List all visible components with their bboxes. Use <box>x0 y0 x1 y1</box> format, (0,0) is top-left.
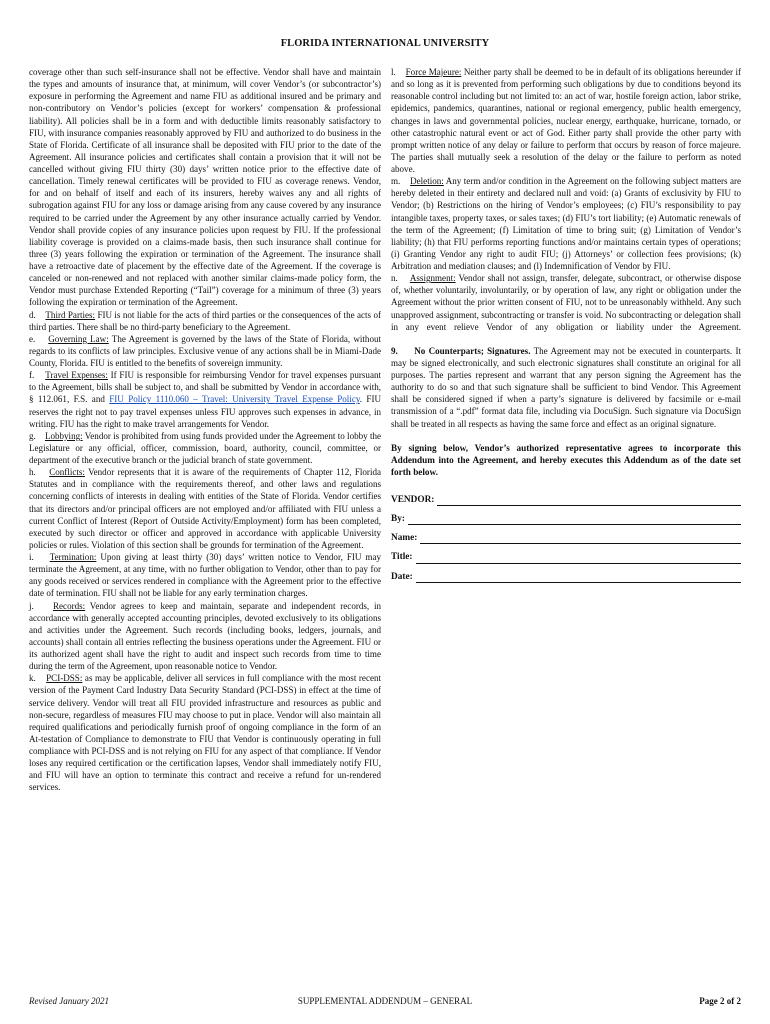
footer-revised: Revised January 2021 <box>29 996 109 1006</box>
travel-policy-link[interactable]: FIU Policy 1110.060 – Travel: University Travel Expense Policy <box>109 394 360 405</box>
signing-statement: By signing below, Vendor’s authorized representative agrees to incorporate this Addendum into the Agreement, and hereby executes this Addendum as of the date set forth below. <box>391 442 741 477</box>
section-i-termination: i. Termination: Upon giving at least thirty (30) days’ written notice to Vendor, FIU may terminate the Agreement, at any time, with no further obligation to Vendor, other than to pay for any goods received or services rendered in compliance with the Agreement prior to the effective date of termination. FIU shall not be liable for any early termination charges. <box>29 552 382 599</box>
page-title: FLORIDA INTERNATIONAL UNIVERSITY <box>280 38 490 49</box>
title-field[interactable] <box>416 554 741 564</box>
by-row <box>391 513 741 525</box>
section-e-heading: Governing Law: <box>48 333 109 344</box>
by-signature-field[interactable] <box>408 515 741 525</box>
section-l-heading: Force Majeure: <box>405 67 462 77</box>
section-9-counterparts: 9. No Counterparts; Signatures. The Agreement may not be executed in counterparts. It may be signed electronically, and such electronic signatures shall constitute an original for all purposes. The parties represent and warrant that any person signing the Agreement has the authority to do so and that such signature shall be sufficient to bind Vendor. This Agreement shall be considered signed if when a party’s signature is delivered by facsimile or e-mail transmission of a “.pdf” format data file, including via DocuSign. Such signature via DocuSign shall be treated in all respects as having the same force and effect as an original signature. <box>391 345 741 429</box>
section-f-travel-expenses: f. Travel Expenses: If FIU is responsible for reimbursing Vendor for travel expenses pursuant to the Agreement, bills shall be subject to, and shall be submitted by Vendor in accordance with, § 112.061, F.S. and FIU Policy 1110.060 – Travel: University Travel Expense Policy. FIU reserves the right not to pay travel expenses unless FIU approves such expenses in advance, in writing. FIU has the right to make travel arrangements for Vendor. <box>29 370 382 429</box>
section-j-records: j. Records: Vendor agrees to keep and maintain, separate and independent records, in accordance with generally accepted accounting principles, devoted exclusively to its obligations and activities under the Agreement. Such records (including books, ledgers, journals, and accounts) shall contain all entries reflecting the business operations under the Agreement. FIU or its authorized agent shall have the right to audit and inspect such records from time to time during the term of the Agreement, upon reasonable notice to Vendor. <box>29 600 382 672</box>
footer-document-name: SUPPLEMENTAL ADDENDUM – GENERAL <box>297 996 473 1006</box>
section-j-heading: Records: <box>53 600 86 611</box>
right-column <box>391 66 741 590</box>
section-n-heading: Assignment: <box>409 273 456 284</box>
section-d-heading: Third Parties: <box>45 309 96 320</box>
section-k-heading: PCI-DSS: <box>46 673 83 684</box>
section-m-heading: Deletion: <box>410 176 444 187</box>
section-f-heading: Travel Expenses: <box>45 370 108 381</box>
section-g-lobbying: g. Lobbying: Vendor is prohibited from using funds provided under the Agreement to lobby the Legislature or any official, officer, commission, board, authority, council, committee, or department of the executive branch or the judicial branch of state government. <box>29 430 381 465</box>
date-field[interactable] <box>416 573 741 583</box>
section-g-heading: Lobbying: <box>44 430 83 441</box>
title-label: Title: <box>391 552 413 563</box>
by-label: By: <box>391 514 405 525</box>
section-h-conflicts: h. Conflicts: Vendor represents that it is aware of the requirements of Chapter 112, Florida Statutes and in compliance with the requirements thereof, and other laws and regulations concerning conflicts of interests in dealing with entities of the State of Florida. Vendor certifies that its directors and/or principal officers are not employed and/or affiliated with FIU unless a current Conflict of Interest (Report of Outside Activity/Employment) form has been completed, executed by such director or officer and approved in accordance with applicable University policies or rules. Violation of this section shall be grounds for termination of the Agreement. <box>29 467 381 550</box>
section-n-assignment: n. Assignment: Vendor shall not assign, transfer, delegate, subcontract, or otherwise dispose of, whether voluntarily, involuntarily, or by operation of law, any right or obligation under the Agreement without the prior written consent of FIU, not to be unreasonably withheld. Any such unapproved assignment, subcontracting or transfer is void. No subcontracting or delegation shall in any event relieve Vendor of any obligation or liability under the Agreement. <box>391 273 742 332</box>
vendor-field[interactable] <box>437 496 741 506</box>
section-i-heading: Termination: <box>49 552 97 562</box>
left-column <box>29 66 381 794</box>
date-row <box>391 571 741 583</box>
vendor-label: VENDOR: <box>391 495 435 505</box>
spacer <box>391 333 741 345</box>
section-9-heading: No Counterparts; Signatures. <box>414 345 531 356</box>
spacer <box>391 430 741 442</box>
name-row <box>391 532 741 544</box>
section-e-governing-law: e. Governing Law: The Agreement is governed by the laws of the State of Florida, without regards to its conflicts of law principles. Exclusive venue of any actions shall be in Miami-Dade County, Florida. FIU is entitled to the benefits of sovereign immunity. <box>29 333 381 368</box>
vendor-row <box>391 494 741 506</box>
spacer <box>391 478 741 494</box>
section-k-pci-dss: k. PCI-DSS: as may be applicable, deliver all services in full compliance with the most recent version of the Payment Card Industry Data Security Standard (PCI-DSS) in effect at the time of service delivery. Vendor will treat all FIU provided infrastructure and resources as public and non-secure, regardless of measures FIU may choose to put in place. Vendor will also maintain all required qualifications and periodically furnish proof of ongoing compliance in the form of an At-testation of Compliance to demonstrate to FIU that Vendor is continuously operating in full compliance with PCI-DSS and is not relying on FIU for any aspect of that compliance. If Vendor loses any required certification or the certification lapses, Vendor shall immediately notify FIU, and FIU will have an option to terminate this contract and receive a refund for un-rendered services. <box>29 673 382 793</box>
insurance-continuation-paragraph: coverage other than such self-insurance shall not be effective. Vendor shall have and maintain the types and amounts of insurance that, at minimum, will cover Vendor’s (or subcontractor’s) exposure in performing the Agreement and name FIU as additional insured and be primary and non-contributory on Vendor’s policies (except for workers’ compensation & professional liability). All policies shall be in a form and with deductible limits reasonably satisfactory to FIU, with insurance companies reasonably approved by FIU and authorized to do business in the State of Florida. Certificate of all insurance shall be deposited with FIU prior to the date of the Agreement. All insurance policies and certificates shall contain a provision that it will not be cancelled without giving FIU thirty (30) days’ written notice prior to the effective date of cancellation. Timely renewal certificates will be provided to FIU as coverage renews. Vendor, for and on behalf of itself and each of its insurers, hereby waives any and all rights of subrogation against FIU for any loss or damage arising from any cause covered by any insurance required to be carried under the Agreement by any other insurance actually carried by Vendor. Vendor shall provide copies of any insurance policies upon request by FIU. If the professional liability coverage is provided on a claims-made basis, then such insurance shall continue for three (3) years following the expiration or termination of the Agreement. The insurance shall have a retroactive date of placement by the effective date of the Agreement. If the coverage is canceled or non-renewed and not replaced with another similar claims-made policy form, the Vendor must purchase Extended Reporting (“Tail”) coverage for a minimum of three (3) years following the expiration or termination of the Agreement. <box>29 67 381 308</box>
name-label: Name: <box>391 533 418 544</box>
date-label: Date: <box>391 571 413 582</box>
section-d-third-parties: d. Third Parties: FIU is not liable for the acts of third parties or the consequences of the acts of third parties. There shall be no third-party beneficiary to the Agreement. <box>29 309 382 332</box>
section-l-force-majeure: l. Force Majeure: Neither party shall be deemed to be in default of its obligations hereunder if and so long as it is prevented from performing such obligations by due to conditions beyond its reasonable control including but not limited to: an act of war, hostile foreign action, labor strike, epidemics, pandemics, quarantines, national or regional emergency, public health emergency, changes in laws and governmental policies, nuclear energy, earthquake, hurricane, tornado, or other catastrophic natural event or act of God. Either party shall provide the other party with prompt written notice of any delay or failure to perform that occurs by reason of force majeure. The parties shall mutually seek a resolution of the delay or the failure to perform as noted above. <box>391 67 742 174</box>
title-row <box>391 551 741 563</box>
name-field[interactable] <box>420 534 741 544</box>
section-h-heading: Conflicts: <box>49 467 85 478</box>
footer-page-number: Page 2 of 2 <box>699 996 741 1006</box>
section-m-deletion: m. Deletion: Any term and/or condition in the Agreement on the following subject matters are hereby deleted in their entirety and declared null and void: (a) Grants of exclusivity by FIU to Vendor; (b) Restrictions on the hiring of Vendor’s employees; (c) FIU’s responsibility to pay intangible taxes, property taxes, or sales taxes; (d) FIU’s tort liability; (e) Automatic renewals of the term of the Agreement; (f) Limitation of time to bring suit; (g) Limitation of Vendor’s liability; (h) that FIU performs reporting functions and/or maintains certain types of operations; (i) Granting Vendor any right to audit FIU; (j) Attorneys’ or collection fees provisions; (k) Arbitration and mediation clauses; and (l) Indemnification of Vendor by FIU. <box>391 176 741 271</box>
